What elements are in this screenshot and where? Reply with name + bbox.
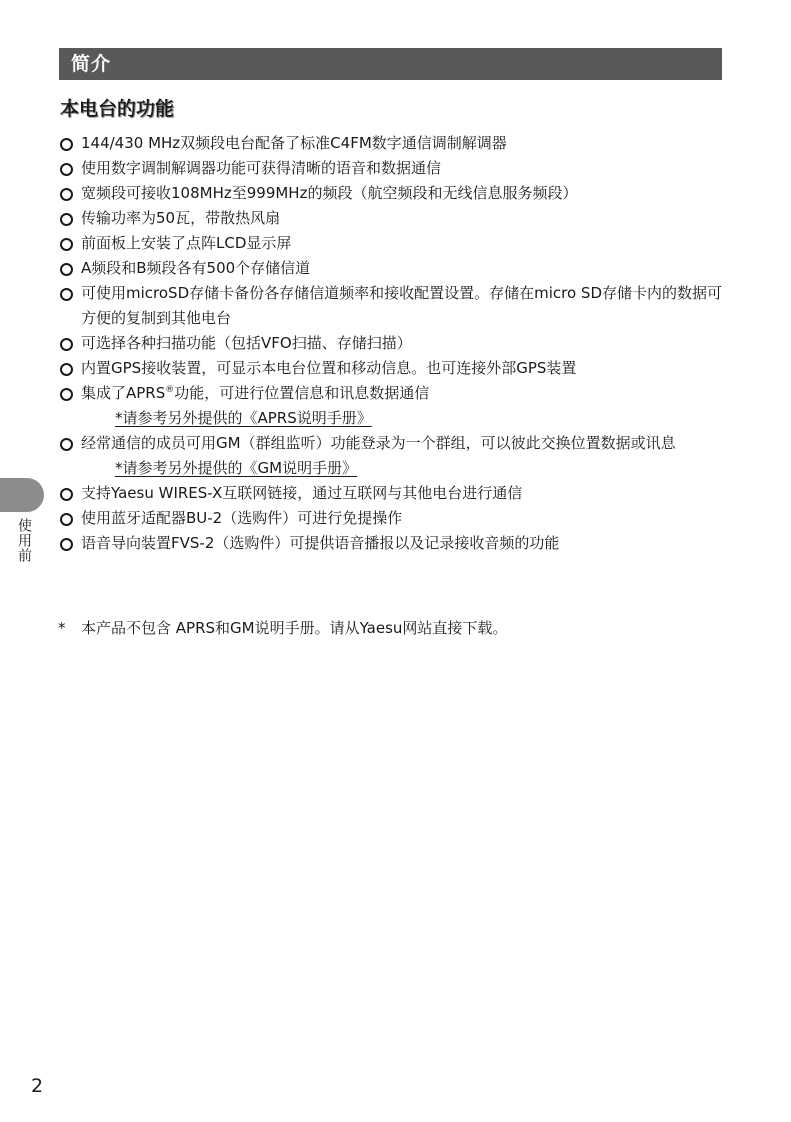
- circle-bullet-icon: [60, 388, 73, 401]
- manual-reference: [81, 456, 730, 481]
- feature-item: [60, 206, 730, 231]
- subtitle: 本电台的功能: [60, 98, 175, 120]
- feature-item: [60, 481, 730, 506]
- circle-bullet-icon: [60, 538, 73, 551]
- section-title-bar: [59, 48, 722, 80]
- manual-reference: [81, 406, 730, 431]
- page-number: 2: [31, 1075, 44, 1097]
- feature-item: [60, 531, 730, 556]
- feature-item: [60, 506, 730, 531]
- feature-item: [60, 181, 730, 206]
- feature-text: 语音导向装置FVS-2（选购件）可提供语音播报以及记录接收音频的功能: [81, 534, 560, 552]
- circle-bullet-icon: [60, 163, 73, 176]
- circle-bullet-icon: [60, 288, 73, 301]
- feature-text: 传输功率为50瓦，带散热风扇: [81, 209, 281, 227]
- feature-item-gm: [60, 431, 730, 481]
- feature-list: [60, 131, 730, 556]
- feature-text: 144/430 MHz双频段电台配备了标准C4FM数字通信调制解调器: [81, 134, 507, 152]
- feature-text: 可使用microSD存储卡备份各存储信道频率和接收配置设置。存储在micro SD存储卡内的数据可方便的复制到其他电台: [81, 284, 722, 327]
- section-title: 简介: [71, 53, 112, 75]
- footnote-text: 本产品不包含 APRS和GM说明手册。请从Yaesu网站直接下载。: [81, 619, 508, 637]
- feature-item: [60, 131, 730, 156]
- feature-text: A频段和B频段各有500个存储信道: [81, 259, 311, 277]
- feature-item: [60, 231, 730, 256]
- feature-item: [60, 356, 730, 381]
- feature-item: [60, 156, 730, 181]
- feature-item: [60, 256, 730, 281]
- feature-text: 宽频段可接收108MHz至999MHz的频段（航空频段和无线信息服务频段）: [81, 184, 578, 202]
- feature-text: 支持Yaesu WIRES-X互联网链接，通过互联网与其他电台进行通信: [81, 484, 523, 502]
- circle-bullet-icon: [60, 138, 73, 151]
- circle-bullet-icon: [60, 188, 73, 201]
- feature-text: 经常通信的成员可用GM（群组监听）功能登录为一个群组，可以彼此交换位置数据或讯息: [81, 434, 676, 452]
- side-tab: [0, 478, 44, 512]
- manual-reference-text: *请参考另外提供的《APRS说明手册》: [115, 409, 372, 427]
- registered-mark: ®: [165, 385, 175, 395]
- footnote-marker: *: [58, 619, 66, 637]
- circle-bullet-icon: [60, 238, 73, 251]
- feature-text: 功能，可进行位置信息和讯息数据通信: [174, 384, 430, 402]
- footnote: [58, 617, 738, 639]
- feature-text: 使用数字调制解调器功能可获得清晰的语音和数据通信: [81, 159, 442, 177]
- circle-bullet-icon: [60, 213, 73, 226]
- circle-bullet-icon: [60, 338, 73, 351]
- circle-bullet-icon: [60, 488, 73, 501]
- circle-bullet-icon: [60, 263, 73, 276]
- feature-item: [60, 281, 730, 331]
- feature-text: 内置GPS接收装置，可显示本电台位置和移动信息。也可连接外部GPS装置: [81, 359, 577, 377]
- circle-bullet-icon: [60, 513, 73, 526]
- side-tab-label: 使用前: [16, 518, 32, 563]
- feature-text: 可选择各种扫描功能（包括VFO扫描、存储扫描）: [81, 334, 412, 352]
- circle-bullet-icon: [60, 363, 73, 376]
- feature-text: 集成了APRS: [81, 384, 166, 402]
- feature-text: 前面板上安装了点阵LCD显示屏: [81, 234, 292, 252]
- manual-reference-text: *请参考另外提供的《GM说明手册》: [115, 459, 358, 477]
- feature-item-aprs: [60, 381, 730, 431]
- feature-text: 使用蓝牙适配器BU-2（选购件）可进行免提操作: [81, 509, 403, 527]
- feature-item: [60, 331, 730, 356]
- circle-bullet-icon: [60, 438, 73, 451]
